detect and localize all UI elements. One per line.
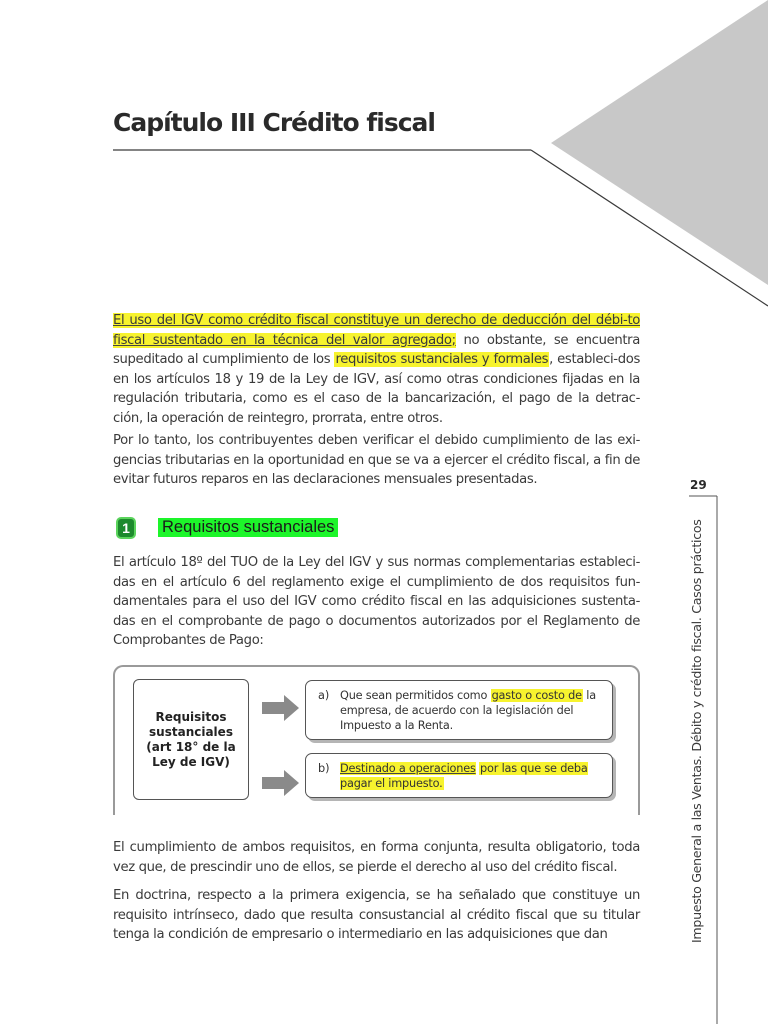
requirement-b-text: [340, 761, 606, 791]
section-title: Requisitos sustanciales: [158, 518, 338, 537]
paragraph-joint-requirements: El cumplimiento de ambos requisitos, en forma conjunta, resulta obligatorio, toda vez que, de prescindir uno de ellos, se pierde el derecho al uso del crédito fiscal.: [113, 840, 640, 875]
chapter-title: Capítulo III Crédito fiscal: [113, 108, 435, 137]
highlight-requirements: requisitos sustanciales y formales: [335, 352, 549, 367]
intro-text-2: , estableci-dos en los artículos 18 y 19 de la Ley de IGV, así como otras condiciones fijadas en la regulación tributaria, como es el caso de la bancarización, el pago de la detrac-ción, la operación de reintegro, prorrata, entre otros.: [113, 352, 640, 426]
intro-paragraph: [113, 311, 640, 428]
paragraph-article-18: El artículo 18º del TUO de la Ley del IGV y sus normas complementarias estableci-das en el artículo 6 del reglamento exige el cumplimiento de dos requisitos fun-damentales para el uso del IGV como crédito fiscal en las adquisiciones sustenta-das en el comprobante de pago o documentos autorizados por el Reglamento de Comprobantes de Pago:: [113, 555, 640, 648]
requirement-a-part-1: Que sean permitidos como: [340, 689, 491, 702]
requirement-b-box: [305, 753, 613, 798]
requirement-a-box: [305, 680, 613, 740]
highlight-tax-payable: por las que se deba pagar el impuesto.: [340, 762, 588, 790]
requirement-b-letter: b): [318, 762, 330, 775]
running-title: Impuesto General a las Ventas. Débito y crédito fiscal. Casos prácticos: [689, 519, 704, 943]
highlight-operations: Destinado a operaciones: [340, 762, 476, 775]
arrow-right-icon: [262, 770, 300, 796]
highlight-expense: gasto o costo de: [491, 689, 582, 702]
paragraph-verification: Por lo tanto, los contribuyentes deben verificar el debido cumplimiento de las exi-gencias tributarias en la oportunidad en que se va a ejercer el crédito fiscal, a fin de evitar futuros reparos en las declaraciones mensuales presentadas.: [113, 433, 640, 487]
page-number: 29: [690, 478, 707, 492]
requirement-a-part-2: la empresa, de acuerdo con la legislación del Impuesto a la Renta.: [340, 689, 596, 732]
gray-triangle: [551, 0, 768, 285]
paragraph-doctrine: En doctrina, respecto a la primera exigencia, se ha señalado que constituye un requisito intrínseco, dado que resulta consustancial al crédito fiscal que su titular tenga la condición de empresario o intermediario en las adquisiciones que dan: [113, 888, 640, 942]
section-number-badge: 1: [116, 517, 136, 539]
requirement-a-text: [340, 688, 606, 733]
requirement-a-letter: a): [318, 689, 330, 702]
requirements-box: Requisitos sustanciales (art 18° de la Ley de IGV): [133, 679, 249, 800]
intro-text-1: no obstante, se encuentra supeditado al cumplimiento de los: [113, 332, 640, 367]
highlight-deduction-right: El uso del IGV como crédito fiscal constituye un derecho de deducción del débi-to fiscal sustentado en la técnica del valor agregado;: [113, 313, 640, 348]
arrow-right-icon: [262, 695, 300, 721]
